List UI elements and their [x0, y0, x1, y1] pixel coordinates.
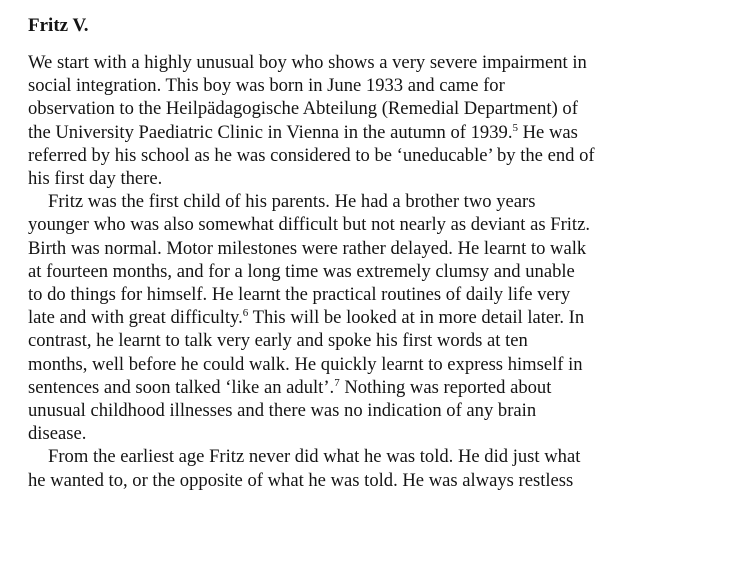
footnote-marker-6: 6	[242, 307, 249, 320]
text-line: contrast, he learnt to talk very early and spoke his first words at ten	[28, 330, 528, 352]
text-line: We start with a highly unusual boy who shows a very severe impairment in	[28, 52, 587, 73]
text-line: unusual childhood illnesses and there was no indication of any brain	[28, 400, 537, 422]
text-line: referred by his school as he was considered to be ‘uneducable’ by the end of	[28, 144, 595, 166]
footnote-marker-5: 5	[512, 121, 518, 134]
text-line	[28, 121, 718, 144]
text-line-part: sentences and soon talked ‘like an adult’.	[28, 376, 335, 398]
text-line-part: the University Paediatric Clinic in Vienna in the autumn of 1939.	[28, 121, 513, 143]
paragraph-behaviour	[28, 445, 718, 491]
text-line	[28, 306, 718, 329]
text-line-part: Nothing was reported about	[339, 376, 552, 398]
text-line-part: late and with great difficulty.	[28, 307, 243, 329]
text-line-part: This will be looked at in more detail later. In	[248, 307, 585, 329]
text-line: Birth was normal. Motor milestones were rather delayed. He learnt to walk	[28, 237, 587, 259]
text-line: his first day there.	[28, 168, 163, 190]
text-line: he wanted to, or the opposite of what he was told. He was always restless	[28, 469, 574, 491]
paragraph-development	[28, 190, 718, 445]
text-line: to do things for himself. He learnt the practical routines of daily life very	[28, 284, 571, 306]
text-line: disease.	[28, 423, 87, 445]
paragraph-intro	[28, 51, 718, 190]
section-heading: Fritz V.	[28, 15, 89, 36]
text-line-part: He was	[517, 121, 578, 143]
text-line	[28, 376, 718, 399]
text-line: months, well before he could walk. He quickly learnt to express himself in	[28, 353, 583, 375]
document-page	[28, 14, 718, 492]
text-line: Fritz was the first child of his parents. He had a brother two years	[48, 191, 536, 213]
text-line: younger who was also somewhat difficult but not nearly as deviant as Fritz.	[28, 214, 590, 236]
text-line: social integration. This boy was born in June 1933 and came for	[28, 75, 505, 97]
text-line: From the earliest age Fritz never did what he was told. He did just what	[48, 446, 581, 468]
text-line: at fourteen months, and for a long time was extremely clumsy and unable	[28, 260, 575, 282]
footnote-marker-7: 7	[334, 376, 340, 389]
text-line: observation to the Heilpädagogische Abteilung (Remedial Department) of	[28, 98, 578, 120]
